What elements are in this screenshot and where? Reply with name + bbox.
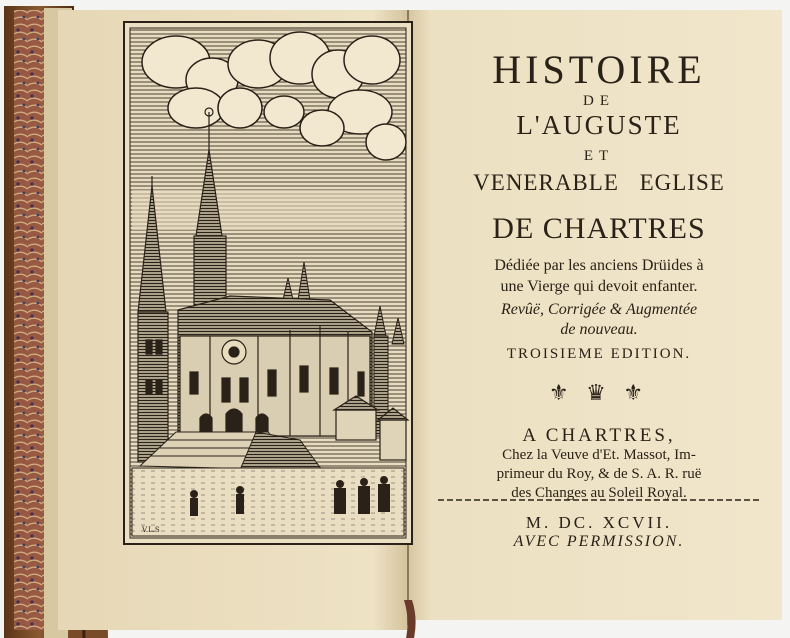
title-et: ET: [583, 148, 615, 164]
printer-line-3: des Changes au Soleil Royal.: [511, 485, 687, 501]
cathedral-engraving: [124, 22, 412, 544]
title-auguste: L'AUGUSTE: [516, 110, 682, 140]
title-venerable-eglise: VENERABLE EGLISE: [473, 170, 725, 195]
permission-note: AVEC PERMISSION.: [513, 533, 685, 550]
revised-line-1: Revûë, Corrigée & Augmentée: [500, 301, 698, 318]
printer-line-2: primeur du Roy, & de S. A. R. ruë: [496, 466, 702, 482]
publication-year: M. DC. XCVII.: [525, 513, 673, 532]
imprint-place: A CHARTRES,: [522, 425, 676, 446]
printer-line-1: Chez la Veuve d'Et. Massot, Im-: [502, 447, 696, 463]
edition-label: TROISIEME EDITION.: [506, 346, 692, 362]
rules-overlay: [418, 14, 780, 614]
dedication-line-1: Dédiée par les anciens Drüides à: [494, 257, 704, 274]
marbled-endpaper: [14, 10, 44, 630]
engraver-signature: V.L.S: [142, 526, 160, 534]
title-histoire: HISTOIRE: [492, 47, 706, 92]
title-de-chartres: DE CHARTRES: [492, 212, 706, 245]
fleuron-ornament-icon: ⚜ ♛ ⚜: [548, 380, 650, 405]
dedication-line-2: une Vierge qui devoit enfanter.: [500, 278, 698, 295]
title-de: DE: [583, 93, 615, 109]
revised-line-2: de nouveau.: [560, 321, 638, 338]
